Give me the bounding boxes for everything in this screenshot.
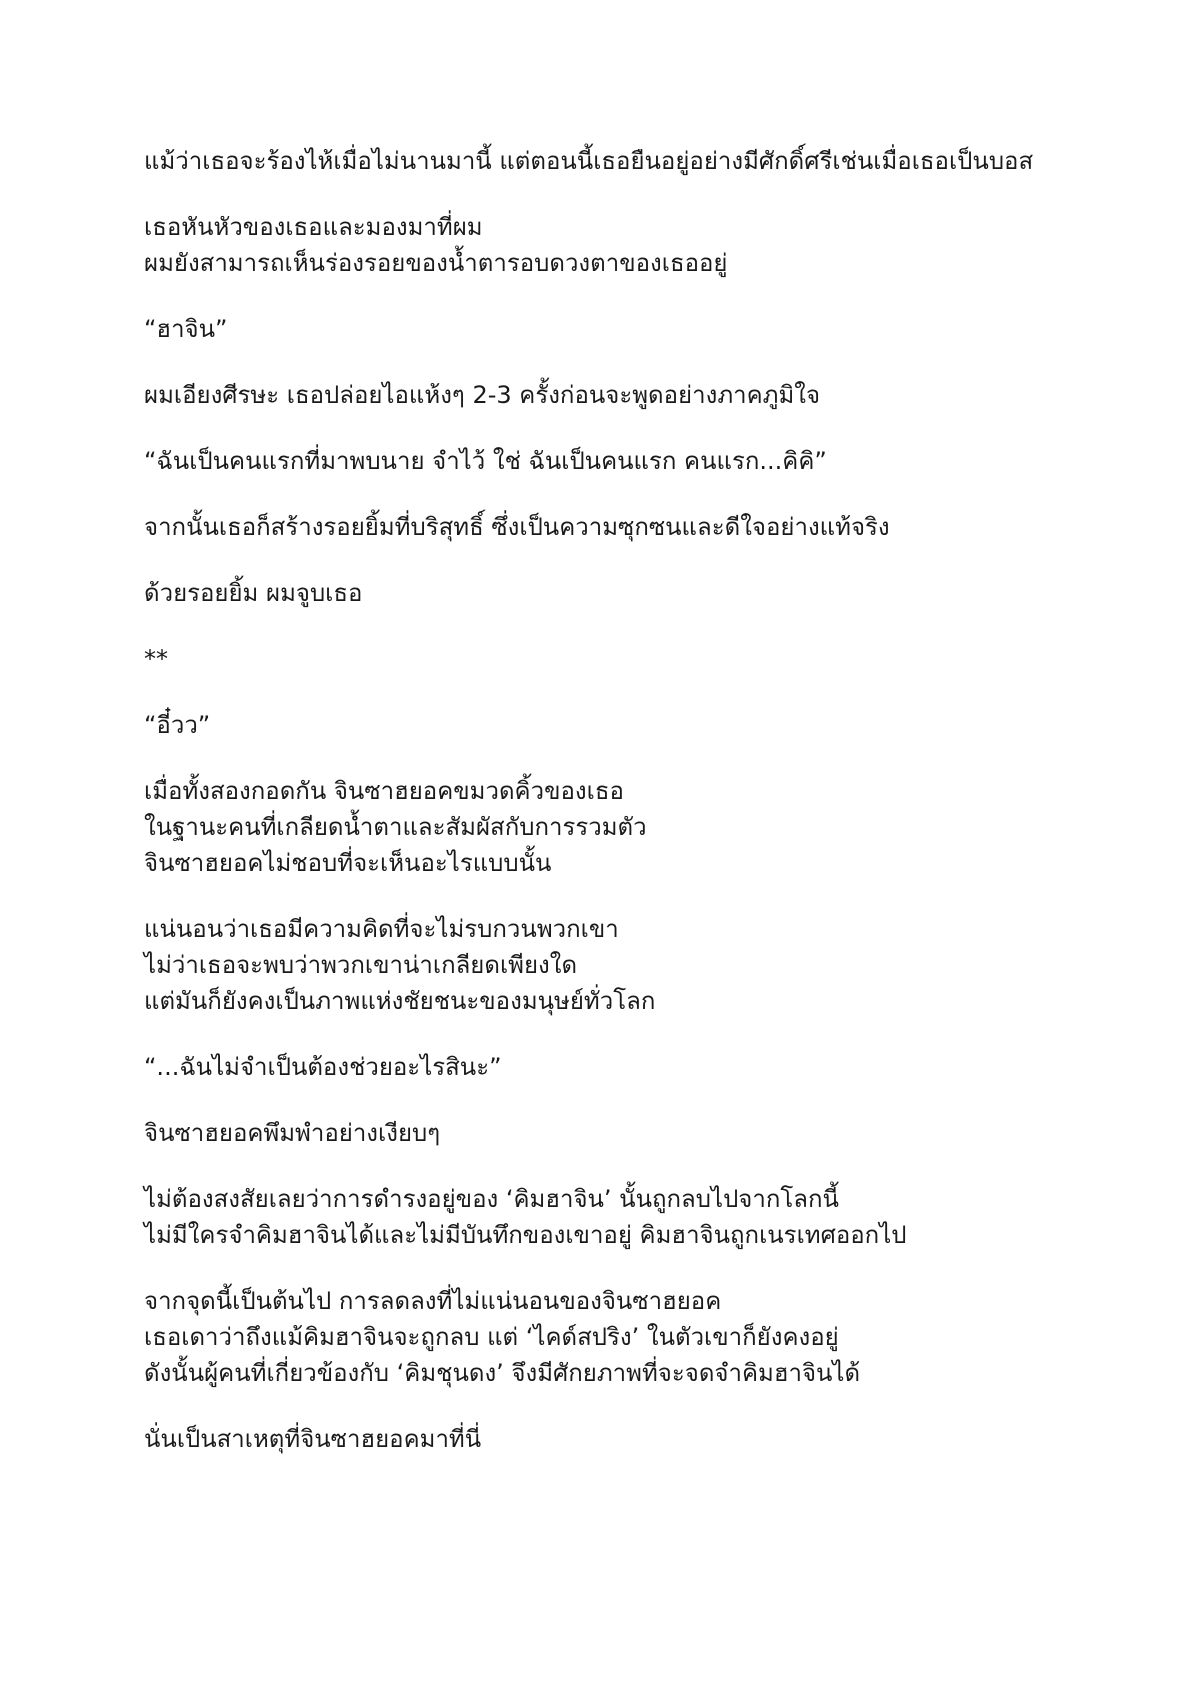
text-line: นั่นเป็นสาเหตุที่จินซาฮยอคมาที่นี่ (144, 1425, 482, 1453)
dialogue-line: “ฉันเป็นคนแรกที่มาพบนาย จำไว้ ใช่ ฉันเป็นคนแรก คนแรก...คิคิ” (144, 447, 827, 475)
text-line: แต่มันก็ยังคงเป็นภาพแห่งชัยชนะของมนุษย์ทั่วโลก (144, 987, 656, 1015)
text-line: จินซาฮยอคไม่ชอบที่จะเห็นอะไรแบบนั้น (144, 849, 552, 877)
scene-break (144, 641, 1104, 677)
dialogue-paragraph (144, 707, 1104, 743)
scene-break-marker: ** (144, 645, 168, 673)
paragraph (144, 575, 1104, 611)
text-line: แม้ว่าเธอจะร้องไห้เมื่อไม่นานมานี้ แต่ตอนนี้เธอยืนอยู่อย่างมีศักดิ์ศรีเช่นเมื่อเธอเป็นบอส (144, 147, 1034, 175)
text-line: จินซาฮยอคพึมพำอย่างเงียบๆ (144, 1119, 441, 1147)
text-line: ไม่ต้องสงสัยเลยว่าการดำรงอยู่ของ ‘คิมฮาจิน’ นั้นถูกลบไปจากโลกนี้ (144, 1185, 839, 1213)
dialogue-line: “อี๋วว” (144, 711, 211, 739)
text-line: ผมเอียงศีรษะ เธอปล่อยไอแห้งๆ 2-3 ครั้งก่อนจะพูดอย่างภาคภูมิใจ (144, 381, 821, 409)
dialogue-paragraph (144, 311, 1104, 347)
dialogue-paragraph (144, 443, 1104, 479)
text-line: เธอเดาว่าถึงแม้คิมฮาจินจะถูกลบ แต่ ‘ไคด์สปริง’ ในตัวเขาก็ยังคงอยู่ (144, 1323, 839, 1351)
text-line: ไม่มีใครจำคิมฮาจินได้และไม่มีบันทึกของเขาอยู่ คิมฮาจินถูกเนรเทศออกไป (144, 1221, 907, 1249)
dialogue-line: “ฮาจิน” (144, 315, 228, 343)
text-line: จากจุดนี้เป็นต้นไป การลดลงที่ไม่แน่นอนของจินซาฮยอค (144, 1287, 722, 1315)
text-line: จากนั้นเธอก็สร้างรอยยิ้มที่บริสุทธิ์ ซึ่งเป็นความซุกซนและดีใจอย่างแท้จริง (144, 513, 890, 541)
text-line: แน่นอนว่าเธอมีความคิดที่จะไม่รบกวนพวกเขา (144, 915, 619, 943)
paragraph (144, 143, 1104, 179)
paragraph (144, 911, 1104, 1019)
dialogue-line: “...ฉันไม่จำเป็นต้องช่วยอะไรสินะ” (144, 1053, 502, 1081)
dialogue-paragraph (144, 1049, 1104, 1085)
text-line: ดังนั้นผู้คนที่เกี่ยวข้องกับ ‘คิมชุนดง’ จึงมีศักยภาพที่จะจดจำคิมฮาจินได้ (144, 1359, 861, 1387)
paragraph (144, 377, 1104, 413)
text-line: เมื่อทั้งสองกอดกัน จินซาฮยอคขมวดคิ้วของเธอ (144, 777, 624, 805)
text-line: ในฐานะคนที่เกลียดน้ำตาและสัมผัสกับการรวมตัว (144, 813, 647, 841)
text-line: ด้วยรอยยิ้ม ผมจูบเธอ (144, 579, 363, 607)
paragraph (144, 1283, 1104, 1391)
text-line: ผมยังสามารถเห็นร่องรอยของน้ำตารอบดวงตาของเธออยู่ (144, 249, 728, 277)
text-line: ไม่ว่าเธอจะพบว่าพวกเขาน่าเกลียดเพียงใด (144, 951, 578, 979)
document-page (144, 143, 1104, 1487)
paragraph (144, 1181, 1104, 1253)
paragraph (144, 1421, 1104, 1457)
paragraph (144, 509, 1104, 545)
paragraph (144, 209, 1104, 281)
paragraph (144, 773, 1104, 881)
text-line: เธอหันหัวของเธอและมองมาที่ผม (144, 213, 483, 241)
paragraph (144, 1115, 1104, 1151)
